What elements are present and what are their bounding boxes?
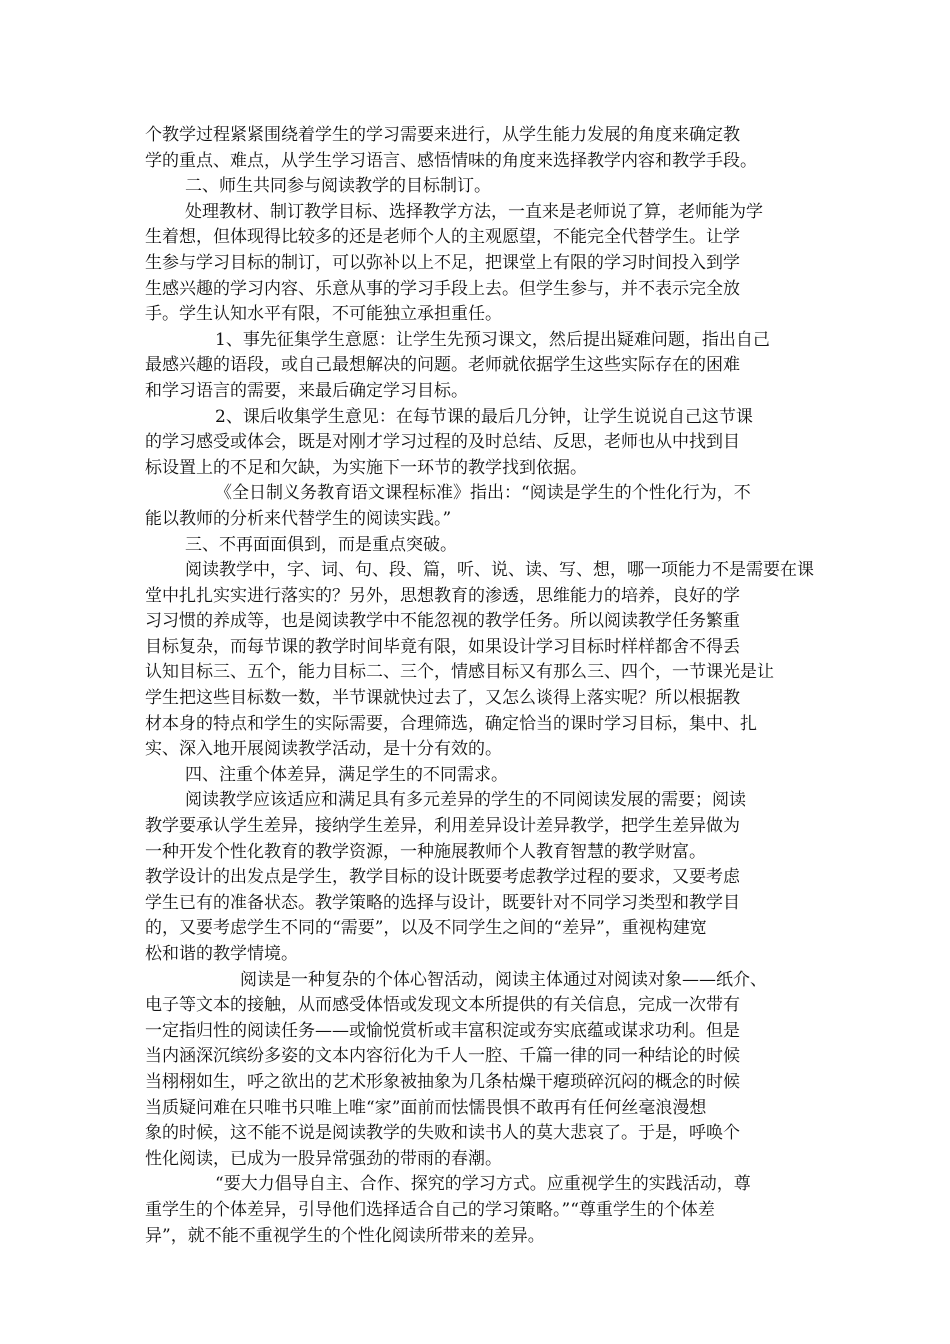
text-line: 认知目标三、五个，能力目标二、三个，情感目标又有那么三、四个，一节课光是让 [145, 662, 774, 683]
text-line: 重学生的个体差异，引导他们选择适合自己的学习策略。”“尊重学生的个体差 [145, 1199, 715, 1220]
text-line: 当栩栩如生，呼之欲出的艺术形象被抽象为几条枯燥干瘪琐碎沉闷的概念的时候 [145, 1071, 740, 1092]
text-line: 标设置上的不足和欠缺，为实施下一环节的教学找到依据。 [145, 457, 587, 478]
text-line: 实、深入地开展阅读教学活动，是十分有效的。 [145, 739, 502, 760]
text-line: 生参与学习目标的制订，可以弥补以上不足，把课堂上有限的学习时间投入到学 [145, 252, 740, 273]
text-line: 阅读教学应该适应和满足具有多元差异的学生的不同阅读发展的需要；阅读 [185, 790, 746, 811]
text-line: 堂中扎扎实实进行落实的？另外，思想教育的渗透，思维能力的培养，良好的学 [145, 585, 740, 606]
text-line: 和学习语言的需要，来最后确定学习目标。 [145, 380, 468, 401]
text-line: 的学习感受或体会，既是对刚才学习过程的及时总结、反思，老师也从中找到目 [145, 432, 740, 453]
text-line: 最感兴趣的语段，或自己最想解决的问题。老师就依据学生这些实际存在的困难 [145, 355, 740, 376]
text-line: 习习惯的养成等，也是阅读教学中不能忽视的教学任务。所以阅读教学任务繁重 [145, 611, 740, 632]
text-line: 阅读教学中，字、词、句、段、篇，听、说、读、写、想，哪一项能力不是需要在课 [185, 560, 814, 581]
text-line: 一定指归性的阅读任务——或愉悦赏析或丰富积淀或夯实底蕴或谋求功利。但是 [145, 1020, 740, 1041]
text-line: 学生已有的准备状态。教学策略的选择与设计，既要针对不同学习类型和教学目 [145, 892, 740, 913]
text-line: 阅读是一种复杂的个体心智活动，阅读主体通过对阅读对象——纸介、 [240, 969, 767, 990]
text-line: 松和谐的教学情境。 [145, 944, 298, 964]
text-line: 处理教材、制订教学目标、选择教学方法，一直来是老师说了算，老师能为学 [185, 201, 763, 222]
text-line: 当内涵深沉缤纷多姿的文本内容衍化为千人一腔、千篇一律的同一种结论的时候 [145, 1046, 740, 1067]
section-heading: 四、注重个体差异，满足学生的不同需求。 [185, 764, 508, 785]
section-heading: 三、不再面面俱到，而是重点突破。 [185, 534, 457, 555]
text-line: 电子等文本的接触，从而感受体悟或发现文本所提供的有关信息，完成一次带有 [145, 995, 740, 1016]
text-line: 《全日制义务教育语文课程标准》指出：“阅读是学生的个性化行为，不 [215, 483, 751, 504]
text-line: 个教学过程紧紧围绕着学生的学习需要来进行，从学生能力发展的角度来确定教 [145, 125, 740, 145]
text-line: 材本身的特点和学生的实际需要，合理筛选，确定恰当的课时学习目标，集中、扎 [145, 713, 757, 734]
text-line: 2、课后收集学生意见：在每节课的最后几分钟，让学生说说自己这节课 [215, 406, 753, 427]
text-line: 生感兴趣的学习内容、乐意从事的学习手段上去。但学生参与，并不表示完全放 [145, 278, 740, 299]
text-line: 1、事先征集学生意愿：让学生先预习课文，然后提出疑难问题，指出自己 [215, 329, 770, 350]
text-line: 异”，就不能不重视学生的个性化阅读所带来的差异。 [145, 1225, 545, 1246]
text-line: 生着想，但体现得比较多的还是老师个人的主观愿望，不能完全代替学生。让学 [145, 227, 740, 248]
text-line: 能以教师的分析来代替学生的阅读实践。” [145, 508, 452, 529]
text-line: 的，又要考虑学生不同的“需要”，以及不同学生之间的“差异”，重视构建宽 [145, 918, 707, 939]
text-line: 教学要承认学生差异，接纳学生差异，利用差异设计差异教学，把学生差异做为 [145, 816, 740, 837]
text-line: “要大力倡导自主、合作、探究的学习方式。应重视学生的实践活动，尊 [215, 1174, 751, 1195]
section-heading: 二、师生共同参与阅读教学的目标制订。 [185, 176, 491, 197]
text-line: 手。学生认知水平有限，不可能独立承担重任。 [145, 304, 502, 325]
text-line: 学的重点、难点，从学生学习语言、感悟情味的角度来选择教学内容和教学手段。 [145, 150, 757, 171]
text-line: 象的时候，这不能不说是阅读教学的失败和读书人的莫大悲哀了。于是，呼唤个 [145, 1123, 740, 1144]
text-line: 当质疑问难在只唯书只唯上唯“家”面前而怯懦畏惧不敢再有任何丝毫浪漫想 [145, 1097, 707, 1118]
text-line: 教学设计的出发点是学生，教学目标的设计既要考虑教学过程的要求，又要考虑 [145, 867, 740, 888]
text-line: 一种开发个性化教育的教学资源，一种施展教师个人教育智慧的教学财富。 [145, 841, 706, 862]
document-body [145, 123, 817, 1249]
text-line: 目标复杂，而每节课的教学时间毕竟有限，如果设计学习目标时样样都舍不得丢 [145, 636, 740, 657]
text-line: 性化阅读，已成为一股异常强劲的带雨的春潮。 [145, 1148, 502, 1169]
text-line: 学生把这些目标数一数，半节课就快过去了，又怎么谈得上落实呢？所以根据教 [145, 688, 740, 709]
